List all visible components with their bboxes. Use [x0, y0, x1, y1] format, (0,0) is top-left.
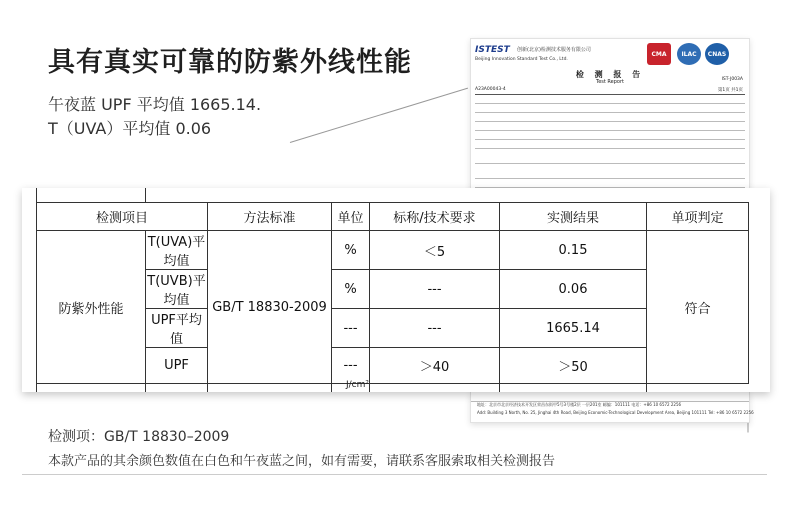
report-title: 检 测 报 告	[575, 70, 645, 79]
requirement-cell: ---	[370, 270, 500, 309]
report-footer-address: 地址：北京市北京经济技术开发区荣昌东街甲5号3号楼2层 一层201室 邮编：101111 电话：+86 10 6572 2256	[477, 402, 682, 407]
report-footer	[470, 392, 754, 423]
item-cell: T(UVB)平均值	[146, 270, 208, 309]
header-item: 检测项目	[37, 203, 208, 231]
category-cell: 防紫外性能	[37, 231, 146, 384]
divider	[22, 474, 767, 475]
headline: 具有真实可靠的防紫外线性能	[48, 47, 412, 78]
note-text: 本款产品的其余颜色数值在白色和午夜蓝之间，如有需要，请联系客服索取相关检测报告	[48, 454, 556, 469]
report-footer-address-en: Add: Building 3 North, No. 25, Jinghai 4th Road, Beijing Economic-Technological Development Area, Beijing 101111 Tel: +86 10 6572 2256	[477, 410, 754, 415]
report-number: A23A00043-4	[475, 87, 506, 92]
report-title-en: Test Report	[595, 79, 624, 85]
cnas-icon: CNAS	[705, 43, 729, 65]
unit-cell: ---	[332, 348, 370, 384]
table-bottom-strip	[36, 378, 747, 392]
requirement-cell: ＜5	[370, 231, 500, 270]
uva-average-text: T（UVA）平均值 0.06	[48, 119, 212, 138]
report-brand-logo: ISTEST	[475, 45, 510, 55]
unit-cell: ---	[332, 309, 370, 348]
table-header-row	[37, 203, 749, 231]
report-org-name: 创新(北京)检测技术服务有限公司	[517, 47, 591, 53]
requirement-cell: ---	[370, 309, 500, 348]
header-requirement: 标称/技术要求	[370, 203, 500, 231]
header-unit: 单位	[332, 203, 370, 231]
header-result: 实测结果	[500, 203, 647, 231]
verdict-cell: 符合	[647, 231, 749, 384]
unit-cell: %	[332, 270, 370, 309]
result-table	[36, 202, 749, 384]
item-cell: UPF	[146, 348, 208, 384]
report-page: 第1页 共1页	[717, 88, 743, 93]
upf-average-text: 午夜蓝 UPF 平均值 1665.14.	[48, 95, 262, 114]
result-cell: 1665.14	[500, 309, 647, 348]
item-cell: UPF平均值	[146, 309, 208, 348]
method-cell: GB/T 18830-2009	[208, 231, 332, 384]
requirement-cell: ＞40	[370, 348, 500, 384]
report-org-name-en: Beijing Innovation Standard Test Co., Ltd.	[475, 57, 568, 62]
report-grid	[475, 94, 745, 189]
zoomed-result-table	[22, 188, 770, 392]
test-report-document	[470, 38, 750, 190]
table-row	[37, 231, 749, 270]
report-code: IST-J003A	[721, 77, 743, 82]
table-top-strip	[36, 188, 747, 202]
result-cell: ＞50	[500, 348, 647, 384]
header-verdict: 单项判定	[647, 203, 749, 231]
bottom-unit-label: J/cm²	[346, 380, 370, 390]
header-method: 方法标准	[208, 203, 332, 231]
unit-cell: %	[332, 231, 370, 270]
item-cell: T(UVA)平均值	[146, 231, 208, 270]
cma-seal-icon: CMA	[647, 43, 671, 65]
ilac-mra-icon: ILAC	[677, 43, 701, 65]
callout-line-top	[290, 88, 468, 143]
result-cell: 0.06	[500, 270, 647, 309]
detect-standard-text: 检测项：GB/T 18830–2009	[48, 429, 230, 445]
result-cell: 0.15	[500, 231, 647, 270]
